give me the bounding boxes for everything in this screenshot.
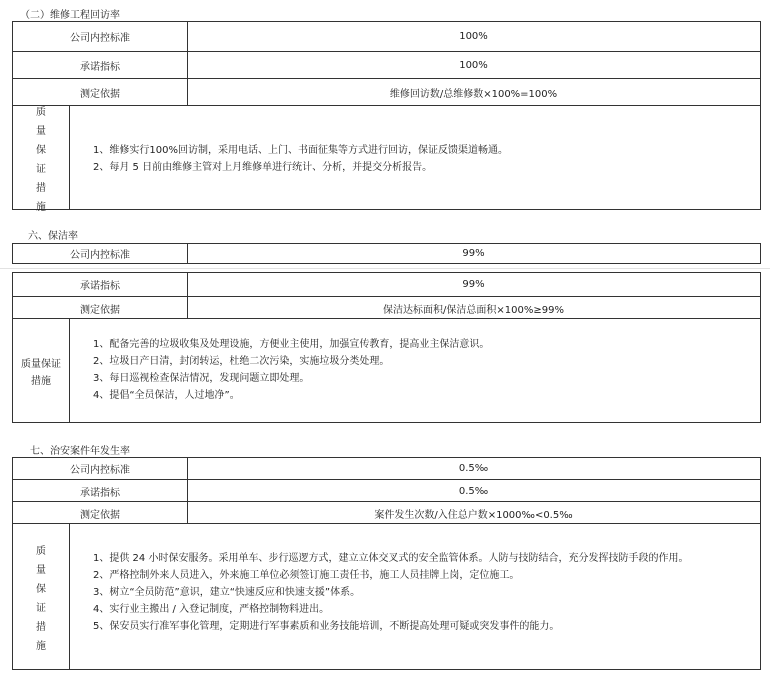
row-value: 保洁达标面积/保洁总面积×100%≥99% (383, 304, 564, 316)
table-row (13, 479, 760, 502)
security-table (12, 457, 761, 670)
cleaning-table (12, 272, 761, 423)
quality-label (13, 106, 70, 213)
section-title: 七、治安案件年发生率 (30, 446, 130, 457)
row-label: 承诺指标 (13, 52, 188, 79)
list-item: 2、每月 5 日前由维修主管对上月维修单进行统计、分析，并提交分析报告。 (93, 162, 433, 173)
quality-measures-row (13, 105, 760, 213)
table-row (13, 244, 760, 263)
table-row (13, 22, 760, 51)
measures-list (93, 524, 756, 669)
quality-label-char: 措 (36, 182, 46, 194)
table-row (13, 78, 760, 106)
quality-label-char: 证 (36, 163, 46, 175)
quality-label (13, 524, 70, 669)
row-value: 99% (462, 279, 485, 290)
repair-revisit-table (12, 21, 761, 213)
row-value: 100% (459, 31, 488, 42)
quality-label-char: 量 (36, 125, 46, 137)
table-row (13, 501, 760, 524)
row-value: 维修回访数/总维修数×100%=100% (389, 89, 558, 100)
table-row (13, 273, 760, 296)
list-item: 3、树立“全员防范”意识，建立“快速反应和快速支援”体系。 (93, 587, 361, 598)
row-value: 0.5‰ (458, 485, 489, 497)
row-label: 承诺指标 (13, 480, 188, 502)
quality-label-char: 施 (36, 201, 46, 213)
quality-label-char: 保 (36, 583, 46, 595)
table-row (13, 458, 760, 479)
quality-measures-row (13, 523, 760, 669)
list-item: 1、提供 24 小时保安服务。采用单车、步行巡逻方式，建立立体交叉式的安全监管体系。人防与技防结合，充分发挥技防手段的作用。 (93, 553, 689, 564)
list-item: 4、实行业主搬出 / 入登记制度，严格控制物料进出。 (93, 604, 330, 615)
table-row (13, 51, 760, 79)
row-value: 100% (459, 60, 488, 71)
quality-label-line: 质量保证 (21, 358, 61, 370)
quality-label-line: 措施 (31, 375, 51, 387)
list-item: 1、维修实行100%回访制，采用电话、上门、书面征集等方式进行回访，保证反馈渠道畅通。 (93, 145, 508, 156)
measures-list (93, 106, 756, 209)
list-item: 5、保安员实行准军事化管理，定期进行军事素质和业务技能培训，不断提高处理可疑或突发事件的能力。 (93, 621, 560, 632)
list-item: 2、严格控制外来人员进入，外来施工单位必须签订施工责任书，施工人员挂牌上岗，定位施工。 (93, 570, 520, 581)
section-title: （二）维修工程回访率 (20, 10, 120, 21)
row-value: 99% (462, 248, 485, 259)
list-item: 2、垃圾日产日清，封闭转运，杜绝二次污染，实施垃圾分类处理。 (93, 356, 390, 367)
quality-label-char: 施 (36, 640, 46, 652)
quality-label-char: 证 (36, 602, 46, 614)
row-label: 承诺指标 (13, 273, 188, 296)
row-label: 测定依据 (13, 79, 188, 106)
section-title: 六、保洁率 (28, 231, 78, 242)
row-label: 测定依据 (13, 502, 188, 524)
quality-label-char: 量 (36, 564, 46, 576)
row-label: 公司内控标准 (13, 244, 188, 263)
page-break (0, 268, 770, 269)
row-label: 公司内控标准 (13, 22, 188, 51)
quality-measures-row (13, 318, 760, 422)
row-value: 案件发生次数/入住总户数×1000‰<0.5‰ (374, 509, 573, 521)
table-row (13, 296, 760, 319)
list-item: 4、提倡“全员保洁，人过地净”。 (93, 390, 240, 401)
quality-label-char: 保 (36, 144, 46, 156)
quality-label-char: 质 (36, 106, 46, 118)
quality-label (13, 319, 70, 422)
list-item: 3、每日巡视检查保洁情况，发现问题立即处理。 (93, 373, 310, 384)
quality-label-char: 措 (36, 621, 46, 633)
list-item: 1、配备完善的垃圾收集及处理设施，方便业主使用，加强宣传教育，提高业主保洁意识。 (93, 339, 490, 350)
row-label: 公司内控标准 (13, 458, 188, 479)
row-value: 0.5‰ (458, 463, 489, 474)
cleaning-table-top (12, 243, 761, 264)
measures-list (93, 319, 756, 422)
quality-label-char: 质 (36, 545, 46, 557)
row-label: 测定依据 (13, 297, 188, 319)
